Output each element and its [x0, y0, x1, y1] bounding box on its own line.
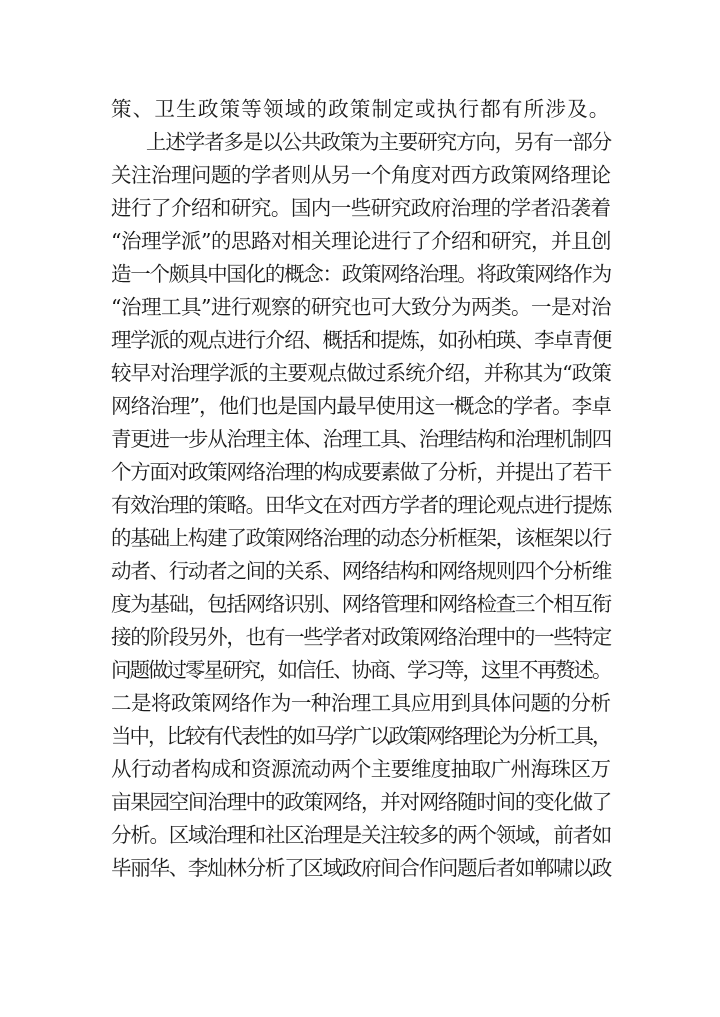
text-line-7: “治理工具”进行观察的研究也可大致分为两类。一是对治 — [111, 295, 611, 319]
text-line-1: 策、卫生政策等领域的政策制定或执行都有所涉及。 — [111, 97, 611, 121]
text-line-16: 度为基础，包括网络识别、网络管理和网络检查三个相互衔 — [111, 592, 611, 616]
text-line-6: 造一个颇具中国化的概念：政策网络治理。将政策网络作为 — [111, 262, 611, 286]
text-line-13: 有效治理的策略。田华文在对西方学者的理论观点进行提炼 — [111, 493, 611, 517]
text-line-5: “治理学派”的思路对相关理论进行了介绍和研究，并且创 — [111, 229, 611, 253]
text-line-14: 的基础上构建了政策网络治理的动态分析框架，该框架以行 — [111, 526, 611, 550]
text-line-20: 当中，比较有代表性的如马学广以政策网络理论为分析工具， — [111, 724, 611, 748]
text-line-19: 二是将政策网络作为一种治理工具应用到具体问题的分析 — [111, 691, 611, 715]
text-line-8: 理学派的观点进行介绍、概括和提炼，如孙柏瑛、李卓青便 — [111, 328, 611, 352]
text-line-2: 上述学者多是以公共政策为主要研究方向，另有一部分 — [146, 130, 611, 154]
text-line-9: 较早对治理学派的主要观点做过系统介绍，并称其为“政策 — [111, 361, 611, 385]
text-line-3: 关注治理问题的学者则从另一个角度对西方政策网络理论 — [111, 163, 611, 187]
text-line-18: 问题做过零星研究，如信任、协商、学习等，这里不再赘述。 — [111, 658, 611, 682]
text-line-4: 进行了介绍和研究。国内一些研究政府治理的学者沿袭着 — [111, 196, 611, 220]
text-line-22: 亩果园空间治理中的政策网络，并对网络随时间的变化做了 — [111, 790, 611, 814]
text-line-12: 个方面对政策网络治理的构成要素做了分析，并提出了若干 — [111, 460, 611, 484]
text-line-21: 从行动者构成和资源流动两个主要维度抽取广州海珠区万 — [111, 757, 611, 781]
text-line-23: 分析。区域治理和社区治理是关注较多的两个领域，前者如 — [111, 823, 611, 847]
text-line-17: 接的阶段另外，也有一些学者对政策网络治理中的一些特定 — [111, 625, 611, 649]
text-line-10: 网络治理”，他们也是国内最早使用这一概念的学者。李卓 — [111, 394, 611, 418]
text-line-24: 毕丽华、李灿林分析了区域政府间合作问题后者如郸啸以政 — [111, 856, 611, 880]
text-line-11: 青更进一步从治理主体、治理工具、治理结构和治理机制四 — [111, 427, 611, 451]
text-line-15: 动者、行动者之间的关系、网络结构和网络规则四个分析维 — [111, 559, 611, 583]
